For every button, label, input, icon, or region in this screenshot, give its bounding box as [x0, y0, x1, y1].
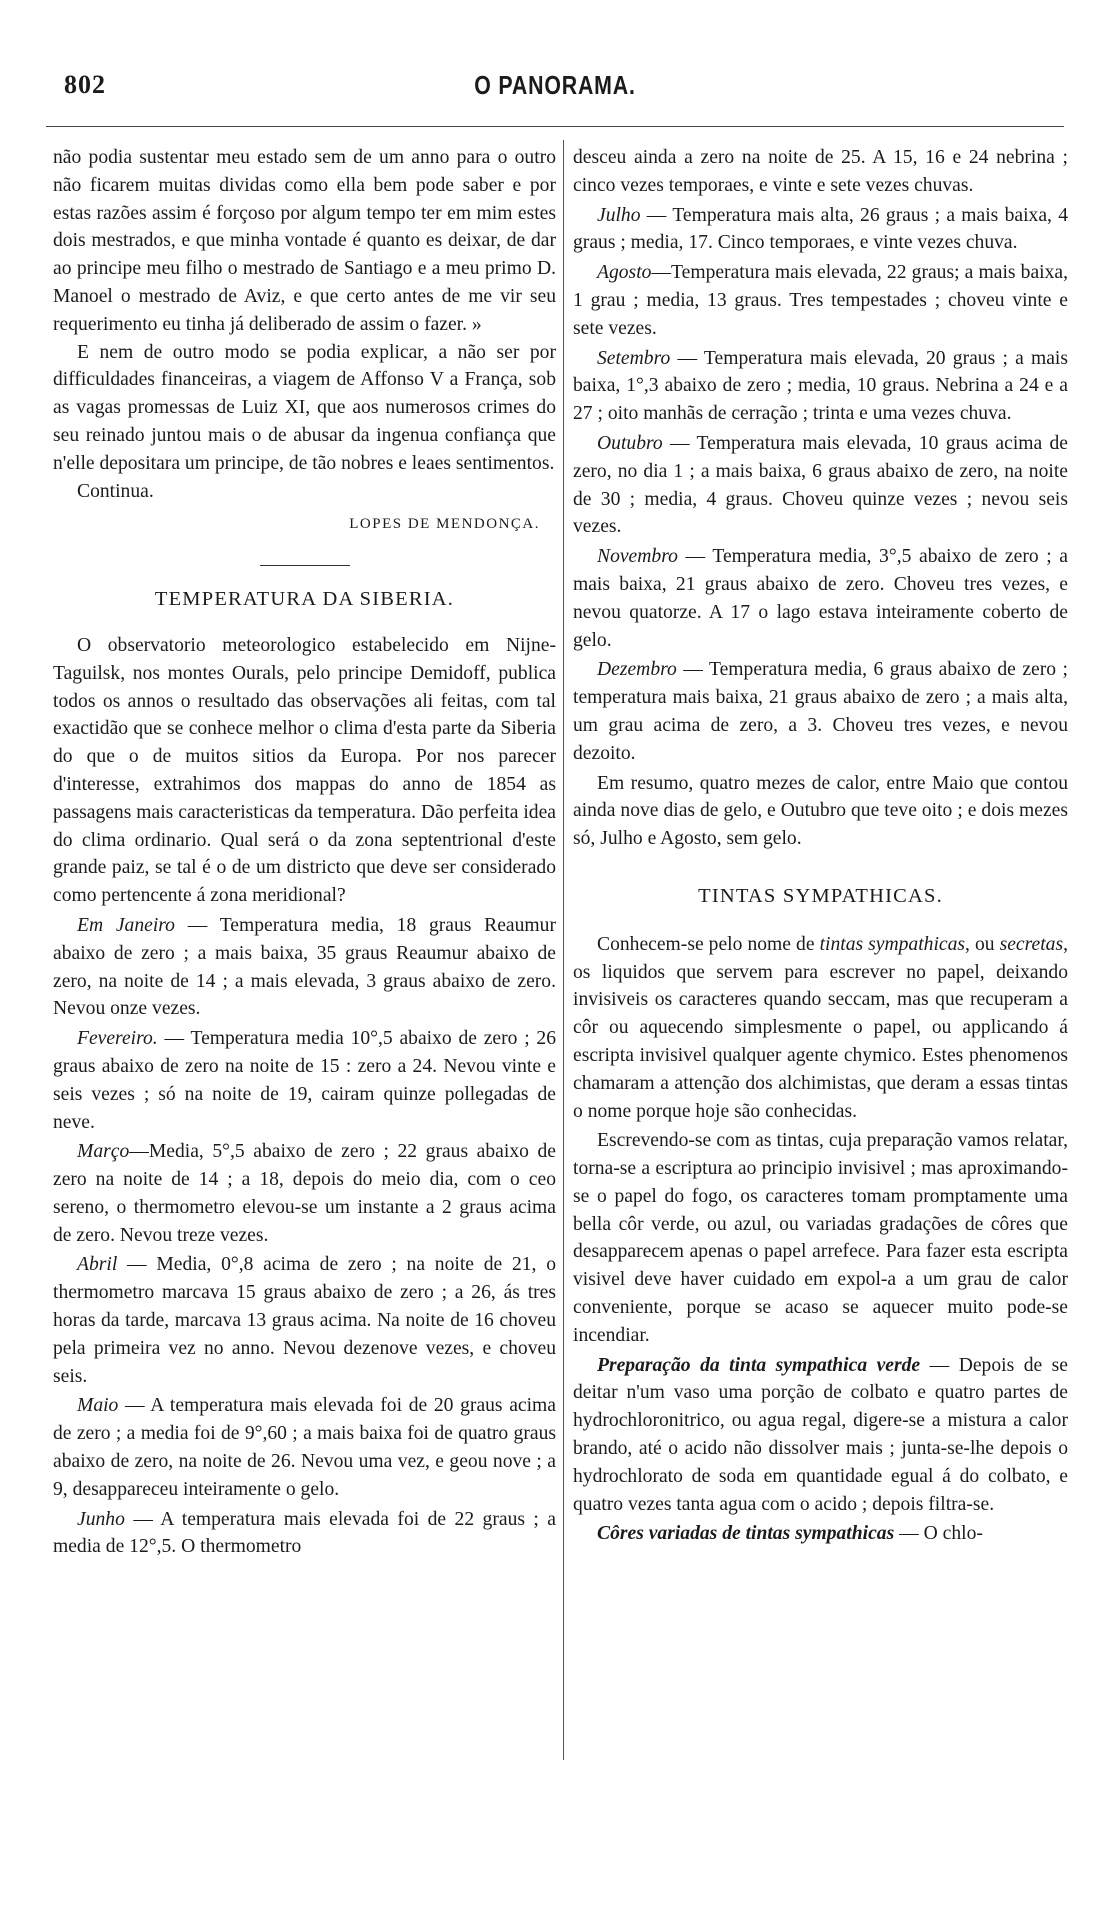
month-text: — Media, 0°,8 acima de zero ; na noite de 21, o thermometro marcava 15 graus abaixo de zero ; a 26, ás tres horas da tarde, marcava 13 graus acima. Na noite de 16 choveu pela primeira vez no anno. Nevou dezenove vezes, e choveu seis. — [53, 1254, 556, 1387]
left-column — [53, 144, 556, 1904]
month-text: — Temperatura media, 3°,5 abaixo de zero ; a mais baixa, 21 graus abaixo de zero. Choveu tres vezes, e nevou quatorze. A 17 o lago estava inteiramente coberto de gelo. — [573, 546, 1068, 651]
month-entry — [573, 202, 1068, 258]
month-text: — Temperatura mais alta, 26 graus ; a mais baixa, 4 graus ; media, 17. Cinco temporaes, e vinte vezes chuva. — [573, 204, 1068, 254]
month-entry — [53, 912, 556, 1023]
month-label: Junho — [77, 1508, 125, 1530]
recipe-text: — Depois de se deitar n'um vaso uma porção de colbato e quatro partes de hydrochloronitrico, ou agua regal, digere-se a mistura a calor brando, até o acido não dissolver mais ; junta-se-lhe depois o hydrochlorato de soda em quantidade egual á do colbato, e quatro vezes tanta agua com o acido ; depois filtra-se. — [573, 1354, 1068, 1515]
recipe-label: Côres variadas de tintas sympathicas — [597, 1523, 895, 1545]
month-label: Março — [77, 1141, 130, 1163]
month-entry — [53, 1251, 556, 1390]
right-column — [573, 144, 1068, 1904]
section-title-tintas: TINTAS SYMPATHICAS. — [698, 884, 943, 907]
opening-paragraph: não podia sustentar meu estado sem de um anno para o outro não ficarem muitas dividas como ella bem pode saber e por estas razões assim é forçoso por algum tempo ter em mim estes dois mestrados, e que minha vontade é quanto es deixar, de dar ao principe meu filho o mestrado de Santiago e a meu primo D. Manoel o mestrado de Aviz, e que certo antes de me vir seu requerimento eu tinha já deliberado de assim o fazer. » — [53, 147, 556, 335]
month-label: Dezembro — [597, 659, 677, 681]
intro-start: Conhecem-se pelo nome de — [597, 933, 820, 955]
month-text: — Temperatura media 10°,5 abaixo de zero ; 26 graus abaixo de zero na noite de 15 : zero a 24. Nevou vinte e seis vezes ; só na noite de 19, cairam quinze pollegadas de neve. — [53, 1028, 556, 1133]
month-label: Maio — [77, 1395, 119, 1417]
month-text: — Temperatura mais elevada, 10 graus acima de zero, no dia 1 ; a mais baixa, 6 graus abaixo de zero, na noite de 30 ; media, 4 graus. Choveu quinze vezes ; nevou seis vezes. — [573, 432, 1068, 538]
month-entry — [573, 543, 1068, 654]
intro-mid: , ou — [965, 933, 1000, 955]
header-rule — [46, 126, 1064, 127]
month-entry — [573, 656, 1068, 767]
month-entry — [53, 1138, 556, 1249]
month-entry — [53, 1025, 556, 1136]
section-title-temperatura: TEMPERATURA DA SIBERIA. — [154, 588, 455, 611]
page-header — [50, 70, 1060, 110]
month-text: — Temperatura media, 18 graus Reaumur abaixo de zero ; a mais baixa, 35 graus Reaumur abaixo de zero, na noite de 14 ; a mais elevada, 3 graus abaixo de zero. Nevou onze vezes. — [53, 914, 556, 1020]
month-text: — A temperatura mais elevada foi de 22 graus ; a media de 12°,5. O thermometro — [53, 1508, 556, 1558]
page-number: 802 — [64, 70, 106, 99]
month-text: — Temperatura media, 6 graus abaixo de zero ; temperatura mais baixa, 21 graus abaixo de zero ; a mais alta, um grau acima de zero, a 3. Choveu tres vezes, e nevou dezoito. — [573, 659, 1068, 764]
paragraph: E nem de outro modo se podia explicar, a não ser por difficuldades financeiras, a viagem de Affonso V a França, sob as vagas promessas de Luiz XI, que aos numerosos crimes do seu reinado juntou mais o de abusar da ingenua confiança que n'elle depositara um principe, de tão nobres e leaes sentimentos. — [53, 341, 556, 474]
month-label: Agosto — [597, 262, 652, 284]
month-label: Setembro — [597, 347, 671, 369]
recipe-green — [573, 1352, 1068, 1519]
june-continuation: desceu ainda a zero na noite de 25. A 15, 16 e 24 nebrina ; cinco vezes temporaes, e vinte e sete vezes chuvas. — [573, 147, 1068, 196]
column-divider — [563, 140, 564, 1760]
term-secretas: secretas — [999, 933, 1064, 955]
intro-paragraph: O observatorio meteorologico estabelecido em Nijne-Taguilsk, nos montes Ourals, pelo principe Demidoff, publica todos os annos o resultado das observações ali feitas, com tal exactidão que se conhece melhor o clima d'esta parte da Siberia do que o de muitos sitios da Europa. Por nos parecer d'interesse, extrahimos dos mappas do anno de 1854 as passagens mais caracteristicas da temperatura. Dão perfeita idea do clima ordinario. Qual será o da zona septentrional d'este grande paiz, se tal é o de um districto que deve ser considerado como pertencente á zona meridional? — [53, 634, 556, 907]
month-label: Abril — [77, 1254, 118, 1276]
month-entry — [573, 430, 1068, 541]
summary-paragraph: Em resumo, quatro mezes de calor, entre Maio que contou ainda nove dias de gelo, e Outubro que teve oito ; e dois mezes só, Julho e Agosto, sem gelo. — [573, 772, 1068, 850]
month-label: Novembro — [597, 546, 678, 568]
section-divider — [260, 565, 350, 566]
month-label: Outubro — [597, 432, 663, 454]
month-label: Julho — [597, 204, 641, 226]
month-text: —Media, 5°,5 abaixo de zero ; 22 graus abaixo de zero na noite de 14 ; a 18, depois do meio dia, com o ceo sereno, o thermometro elevou-se um instante a 2 graus acima de zero. Nevou treze vezes. — [53, 1141, 556, 1246]
intro-paragraph — [573, 931, 1068, 1126]
month-entry — [573, 345, 1068, 428]
month-label: Fevereiro. — [77, 1028, 158, 1050]
month-entry — [573, 259, 1068, 342]
month-label: Em Janeiro — [77, 914, 175, 936]
author-signature: LOPES DE MENDONÇA. — [349, 516, 540, 533]
continua-note: Continua. — [77, 480, 154, 502]
recipe-label: Preparação da tinta sympathica verde — [597, 1354, 921, 1376]
recipe-colors — [573, 1520, 1068, 1548]
term-tintas-sympathicas: tintas sympathicas — [819, 933, 966, 955]
paragraph: Escrevendo-se com as tintas, cuja preparação vamos relatar, torna-se a escriptura ao principio invisivel ; mas aproximando-se o papel do fogo, os caracteres tomam promptamente uma bella côr verde, ou azul, ou variadas gradações de côres que desapparecem apenas o papel arrefece. Para fazer esta escripta visivel deve haver cuidado em expol-a a um grau de calor conveniente, porque se acaso se aquecer muito pode-se incendiar. — [573, 1130, 1068, 1346]
month-text: —Temperatura mais elevada, 22 graus; a mais baixa, 1 grau ; media, 13 graus. Tres tempestades ; choveu vinte e sete vezes. — [573, 262, 1068, 339]
month-text: — A temperatura mais elevada foi de 20 graus acima de zero ; a media foi de 9°,60 ; a mais baixa foi de quatro graus abaixo de zero, na noite de 26. Nevou uma vez, e geou nove ; a 9, desappareceu inteiramente o gelo. — [53, 1395, 556, 1500]
month-entry — [53, 1506, 556, 1562]
recipe-text: — O chlo- — [894, 1523, 983, 1545]
running-title: O PANORAMA. — [474, 70, 636, 100]
intro-end: , os liquidos que servem para escrever no papel, deixando invisiveis os caracteres quando seccam, mas que recuperam a côr ou aquecendo simplesmente o papel, ou applicando á escripta invisivel qualquer agente chymico. Estes phenomenos chamaram a attenção dos alchimistas, que deram a essas tintas o nome porque hoje são conhecidas. — [573, 933, 1068, 1122]
month-entry — [53, 1392, 556, 1503]
month-text: — Temperatura mais elevada, 20 graus ; a mais baixa, 1°,3 abaixo de zero ; media, 10 graus. Nebrina a 24 e a 27 ; oito manhãs de cerração ; trinta e uma vezes chuva. — [573, 347, 1068, 425]
